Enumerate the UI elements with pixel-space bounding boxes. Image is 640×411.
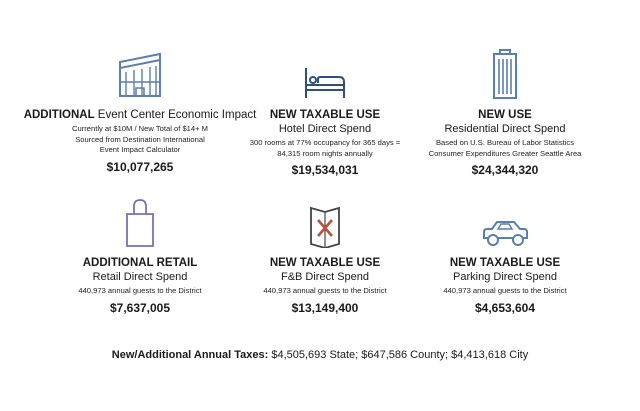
card-amount: $4,653,604 <box>474 300 536 315</box>
parking-card <box>410 192 600 332</box>
card-detail: 440,973 annual guests to the District <box>263 286 387 295</box>
card-detail: 84,315 room nights annually <box>277 148 373 158</box>
card-title-bold: NEW TAXABLE USE <box>449 257 561 269</box>
card-amount: $19,534,031 <box>291 163 359 177</box>
card-detail: Sourced from Destination International <box>75 134 205 144</box>
card-detail: 440,973 annual guests to the District <box>78 286 202 295</box>
card-title-bold: NEW TAXABLE USE <box>269 257 381 269</box>
card-title-bold: NEW TAXABLE USE <box>269 109 381 121</box>
footer-label: New/Additional Annual Taxes: <box>111 349 269 361</box>
card-title-rest: Event Center Economic Impact <box>94 109 257 121</box>
building-icon <box>116 50 164 100</box>
card-subtitle: Parking Direct Spend <box>453 271 557 283</box>
food-beverage-card <box>240 192 410 332</box>
event-center-card <box>23 42 257 192</box>
card-subtitle: Retail Direct Spend <box>92 271 188 283</box>
card-title-bold: ADDITIONAL RETAIL <box>82 257 198 269</box>
card-amount: $10,077,265 <box>106 159 174 174</box>
bed-icon <box>303 66 347 100</box>
card-detail: 440,973 annual guests to the District <box>443 286 567 295</box>
card-detail: Based on U.S. Bureau of Labor Statistics <box>435 138 575 147</box>
card-subtitle: F&B Direct Spend <box>280 271 370 283</box>
card-detail: Consumer Expenditures Greater Seattle Area <box>428 148 582 158</box>
card-subtitle: Residential Direct Spend <box>444 123 566 135</box>
annual-taxes-summary <box>0 349 640 361</box>
footer-value: $4,505,693 State; $647,586 County; $4,413,618 City <box>271 349 529 361</box>
residential-card <box>410 42 600 192</box>
card-subtitle: Hotel Direct Spend <box>278 123 372 135</box>
card-title-bold: ADDITIONAL <box>23 109 95 121</box>
card-title-bold: NEW USE <box>478 109 532 121</box>
card-amount: $7,637,005 <box>109 300 171 315</box>
hotel-card <box>240 42 410 192</box>
shopping-bag-icon <box>124 198 156 248</box>
card-amount: $13,149,400 <box>291 300 359 315</box>
menu-utensils-icon <box>308 204 342 248</box>
impact-grid <box>23 42 600 332</box>
retail-card <box>40 192 240 332</box>
skyscraper-icon <box>491 48 519 100</box>
card-amount: $24,344,320 <box>471 163 539 177</box>
card-detail: 300 rooms at 77% occupancy for 365 days = <box>249 138 401 147</box>
car-icon <box>481 218 529 248</box>
card-detail: Currently at $10M / New Total of $14+ M <box>72 124 208 133</box>
card-detail: Event Impact Calculator <box>99 145 181 154</box>
